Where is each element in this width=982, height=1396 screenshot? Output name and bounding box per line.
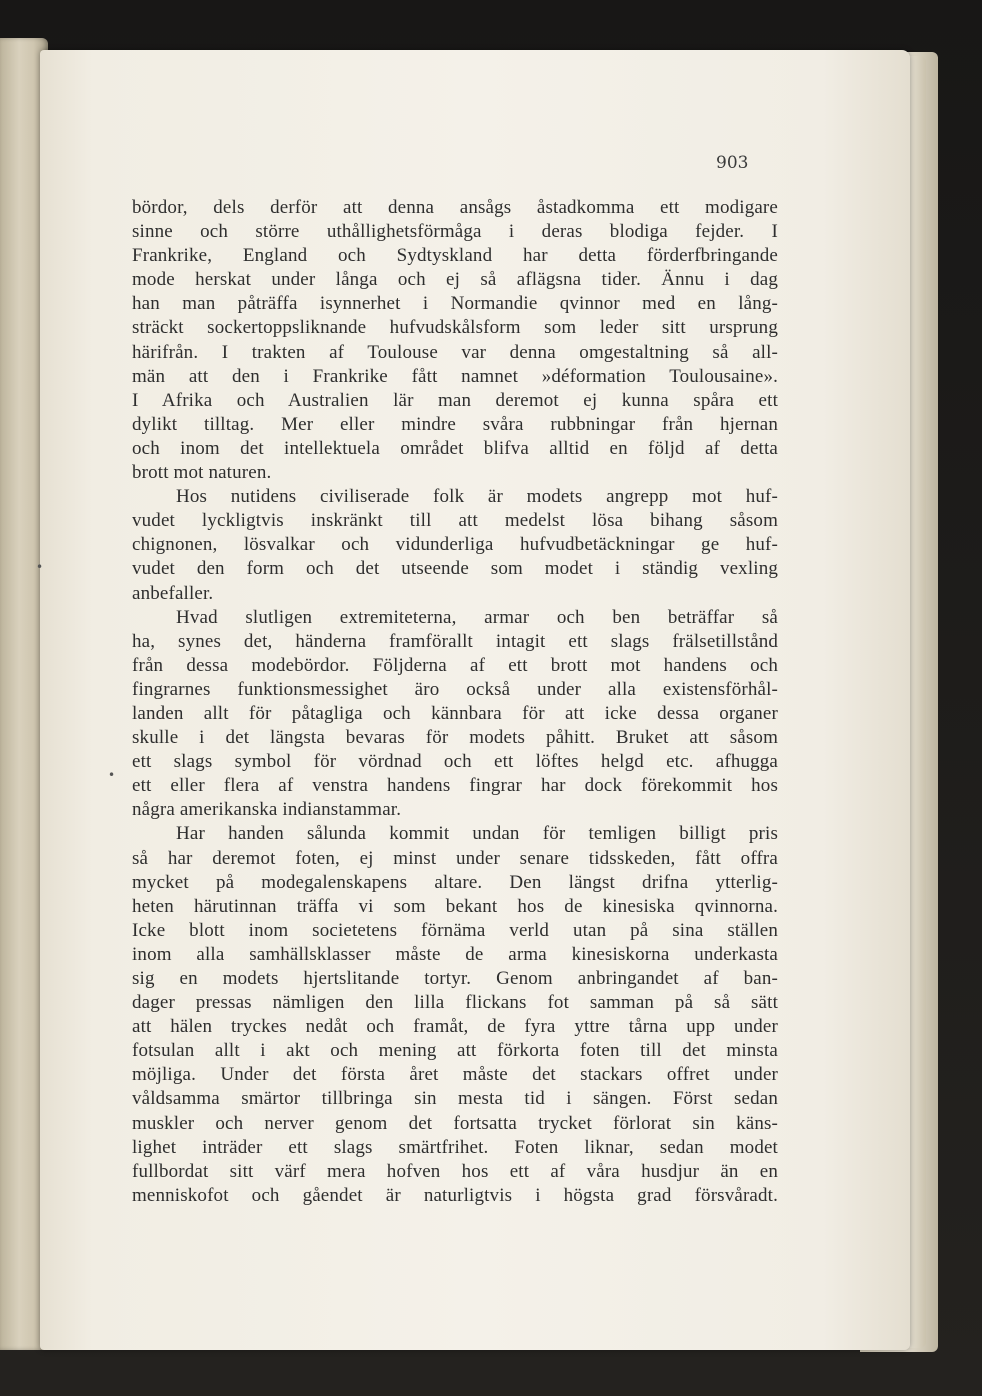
text-line: muskler och nerver genom det fortsatta trycket förlorat sin käns-	[132, 1112, 778, 1134]
text-line: möjliga. Under det första året måste det stackars offret under	[132, 1064, 778, 1086]
text-line: vudet lyckligtvis inskränkt till att medelst lösa bihang såsom	[132, 510, 778, 532]
text-line: inom alla samhällsklasser måste de arma kinesiskorna underkasta	[132, 943, 778, 965]
text-line: fullbordat sitt värf mera hofven hos ett af våra husdjur än en	[132, 1160, 778, 1182]
text-line: fotsulan allt i akt och mening att förkorta foten till det minsta	[132, 1040, 778, 1062]
text-line: heten härutinnan träffa vi som bekant hos de kinesiska qvinnorna.	[132, 895, 778, 917]
text-line: bördor, dels derför att denna ansågs åstadkomma ett modigare	[132, 197, 778, 218]
text-line: ha, synes det, händerna framförallt intagit ett slags frälsetillstånd	[132, 630, 778, 652]
text-line: skulle i det längsta bevaras för modets påhitt. Bruket att såsom	[132, 727, 778, 749]
text-line: sträckt sockertoppsliknande hufvudskålsform som leder sitt ursprung	[132, 317, 778, 339]
text-line: vudet den form och det utseende som modet i ständig vexling	[132, 558, 778, 580]
text-line: menniskofot och gåendet är naturligtvis i högsta grad försvåradt.	[132, 1184, 778, 1206]
text-line: ett eller flera af venstra handens fingrar har dock förekommit hos	[132, 775, 778, 797]
text-line: lighet inträder ett slags smärtfrihet. Foten liknar, sedan modet	[132, 1136, 778, 1158]
text-line: brott mot naturen.	[132, 462, 272, 484]
text-line: dylikt tilltag. Mer eller mindre svåra rubbningar från hjernan	[132, 413, 778, 435]
text-line: chignonen, lösvalkar och vidunderliga hufvudbetäckningar ge huf-	[132, 534, 778, 556]
text-line: anbefaller.	[132, 582, 214, 604]
text-line: män att den i Frankrike fått namnet »déformation Toulousaine».	[132, 365, 778, 387]
text-line: ett slags symbol för vördnad och ett löftes helgd etc. afhugga	[132, 751, 778, 773]
text-line: Har handen sålunda kommit undan för temligen billigt pris	[176, 823, 778, 845]
text-line: Icke blott inom societetens förnäma verld utan på sina ställen	[132, 919, 778, 941]
text-line: så har deremot foten, ej minst under senare tidsskeden, fått offra	[132, 847, 778, 869]
text-line: fingrarnes funktionsmessighet äro också under alla existensförhål-	[132, 678, 778, 700]
text-line: och inom det intellektuela området blifva alltid en följd af detta	[132, 437, 778, 459]
text-line: från dessa modebördor. Följderna af ett brott mot handens och	[132, 654, 778, 676]
text-line: Frankrike, England och Sydtyskland har detta förderfbringande	[132, 245, 778, 267]
text-line: han man påträffa isynnerhet i Normandie qvinnor med en lång-	[132, 293, 778, 315]
text-line: dager pressas nämligen den lilla flickans fot samman på så sätt	[132, 992, 778, 1014]
text-line: härifrån. I trakten af Toulouse var denna omgestaltning så all-	[132, 341, 778, 363]
body-text	[132, 196, 778, 1208]
text-line: Hos nutidens civiliserade folk är modets angrepp mot huf-	[176, 486, 778, 508]
text-line: Hvad slutligen extremiteterna, armar och ben beträffar så	[176, 606, 778, 628]
text-line: att hälen tryckes nedåt och framåt, de fyra yttre tårna upp under	[132, 1016, 778, 1038]
text-line: sinne och större uthållighetsförmåga i deras blodiga fejder. I	[132, 221, 778, 243]
margin-speck: •	[108, 768, 116, 782]
text-line: våldsamma smärtor tillbringa sin mesta tid i sängen. Först sedan	[132, 1088, 778, 1110]
text-line: I Afrika och Australien lär man deremot ej kunna spåra ett	[132, 389, 778, 411]
text-line: sig en modets hjertslitande tortyr. Genom anbringandet af ban-	[132, 968, 778, 989]
text-line: mode herskat under långa och ej så aflägsna tider. Ännu i dag	[132, 269, 778, 291]
text-line: landen allt för påtagliga och kännbara för att icke dessa organer	[132, 702, 778, 724]
book-page	[40, 50, 910, 1350]
text-line: några amerikanska indianstammar.	[132, 799, 402, 821]
page-number: 903	[716, 153, 749, 173]
text-line: mycket på modegalenskapens altare. Den längst drifna ytterlig-	[132, 871, 778, 893]
margin-speck: •	[36, 560, 44, 574]
